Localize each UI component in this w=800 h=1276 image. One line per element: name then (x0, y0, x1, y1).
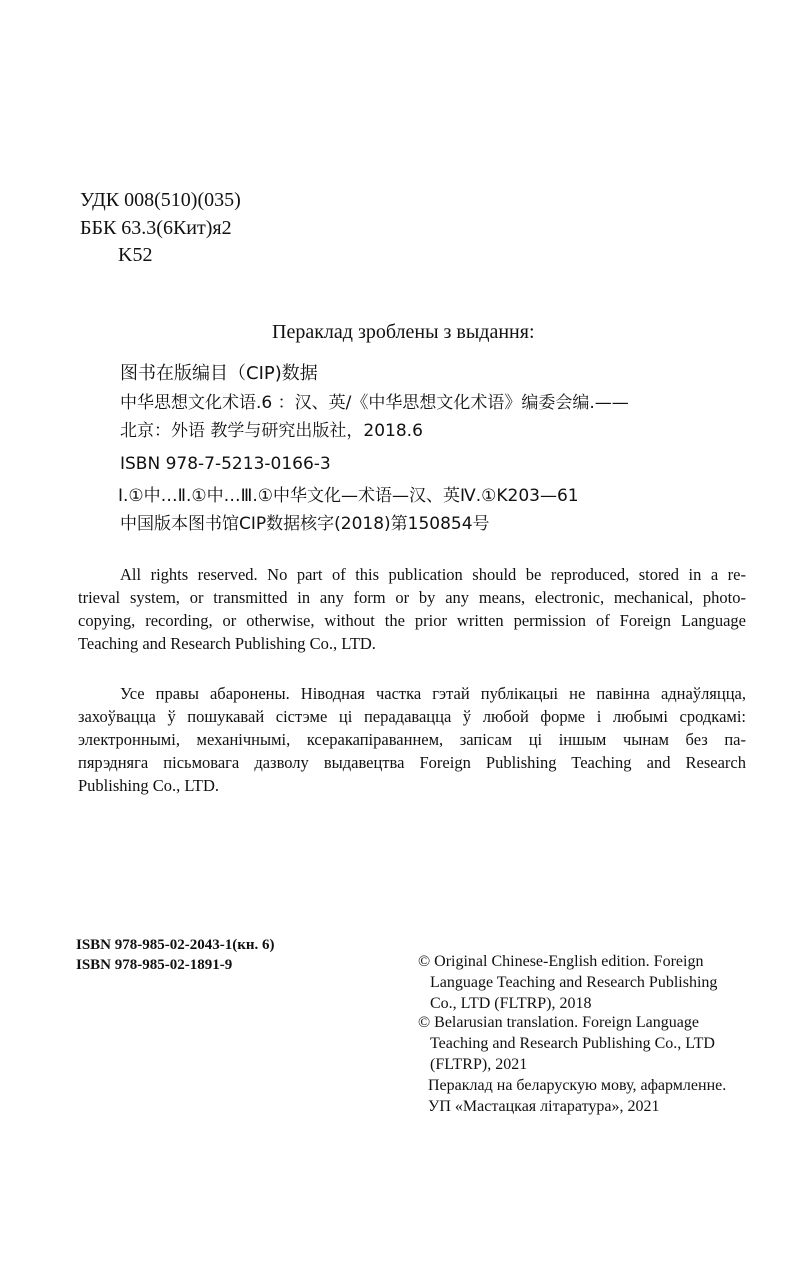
translation-source-heading: Пераклад зроблены з выдання: (272, 321, 535, 343)
cip-classification-line: Ⅰ.①中…Ⅱ.①中…Ⅲ.①中华文化—术语—汉、英Ⅳ.①K203—61 (118, 486, 579, 506)
rights-en-line: trieval system, or transmitted in any form or by any means, electronic, mechanical, photo- (78, 588, 746, 607)
rights-en-line: All rights reserved. No part of this publication should be reproduced, stored in a re- (120, 565, 746, 584)
copyright-line: © Belarusian translation. Foreign Language (418, 1014, 699, 1031)
rights-en-line: copying, recording, or otherwise, without the prior written permission of Foreign Language (78, 611, 746, 630)
rights-en-line: Teaching and Research Publishing Co., LTD. (78, 634, 376, 653)
copyright-line: © Original Chinese-English edition. Foreign (418, 953, 704, 970)
cip-number: 中国版本图书馆CIP数据核字(2018)第150854号 (120, 514, 490, 534)
cip-heading: 图书在版编目（CIP)数据 (120, 363, 318, 384)
rights-be-line: пярэдняга пісьмовага дазволу выдавецтва Foreign Publishing Teaching and Research (78, 753, 746, 772)
rights-be-line: электроннымі, механічнымі, ксеракапіраваннем, запісам ці іншым чынам без па- (78, 730, 746, 749)
cip-publisher-line: 北京：外语 教学与研究出版社，2018.6 (120, 421, 423, 441)
copyright-line: Co., LTD (FLTRP), 2018 (430, 995, 592, 1012)
translation-design-line: Пераклад на беларускую мову, афармленне. (428, 1077, 727, 1094)
cip-isbn: ISBN 978-7-5213-0166-3 (120, 454, 331, 474)
copyright-line: Teaching and Research Publishing Co., LTD (430, 1035, 715, 1052)
isbn-volume: ISBN 978-985-02-2043-1(кн. 6) (76, 937, 275, 953)
author-mark: K52 (118, 244, 153, 266)
bbk-code: ББК 63.3(6Кит)я2 (80, 217, 232, 239)
publisher-line: УП «Мастацкая літаратура», 2021 (428, 1098, 660, 1115)
rights-be-line: захоўвацца ў пошукавай сістэме ці перадавацца ў любой форме і любымі сродкамі: (78, 707, 746, 726)
copyright-block (418, 0, 748, 1276)
rights-be-line: Publishing Co., LTD. (78, 776, 220, 795)
copyright-line: (FLTRP), 2021 (430, 1056, 528, 1073)
copyright-line: Language Teaching and Research Publishing (430, 974, 718, 991)
rights-be-line: Усе правы абаронены. Ніводная частка гэтай публікацыі не павінна аднаўляцца, (120, 684, 746, 703)
isbn-series: ISBN 978-985-02-1891-9 (76, 957, 233, 973)
cip-title-line: 中华思想文化术语.6 ：汉、英/《中华思想文化术语》编委会编.—— (120, 393, 629, 413)
udk-code: УДК 008(510)(035) (80, 189, 241, 211)
